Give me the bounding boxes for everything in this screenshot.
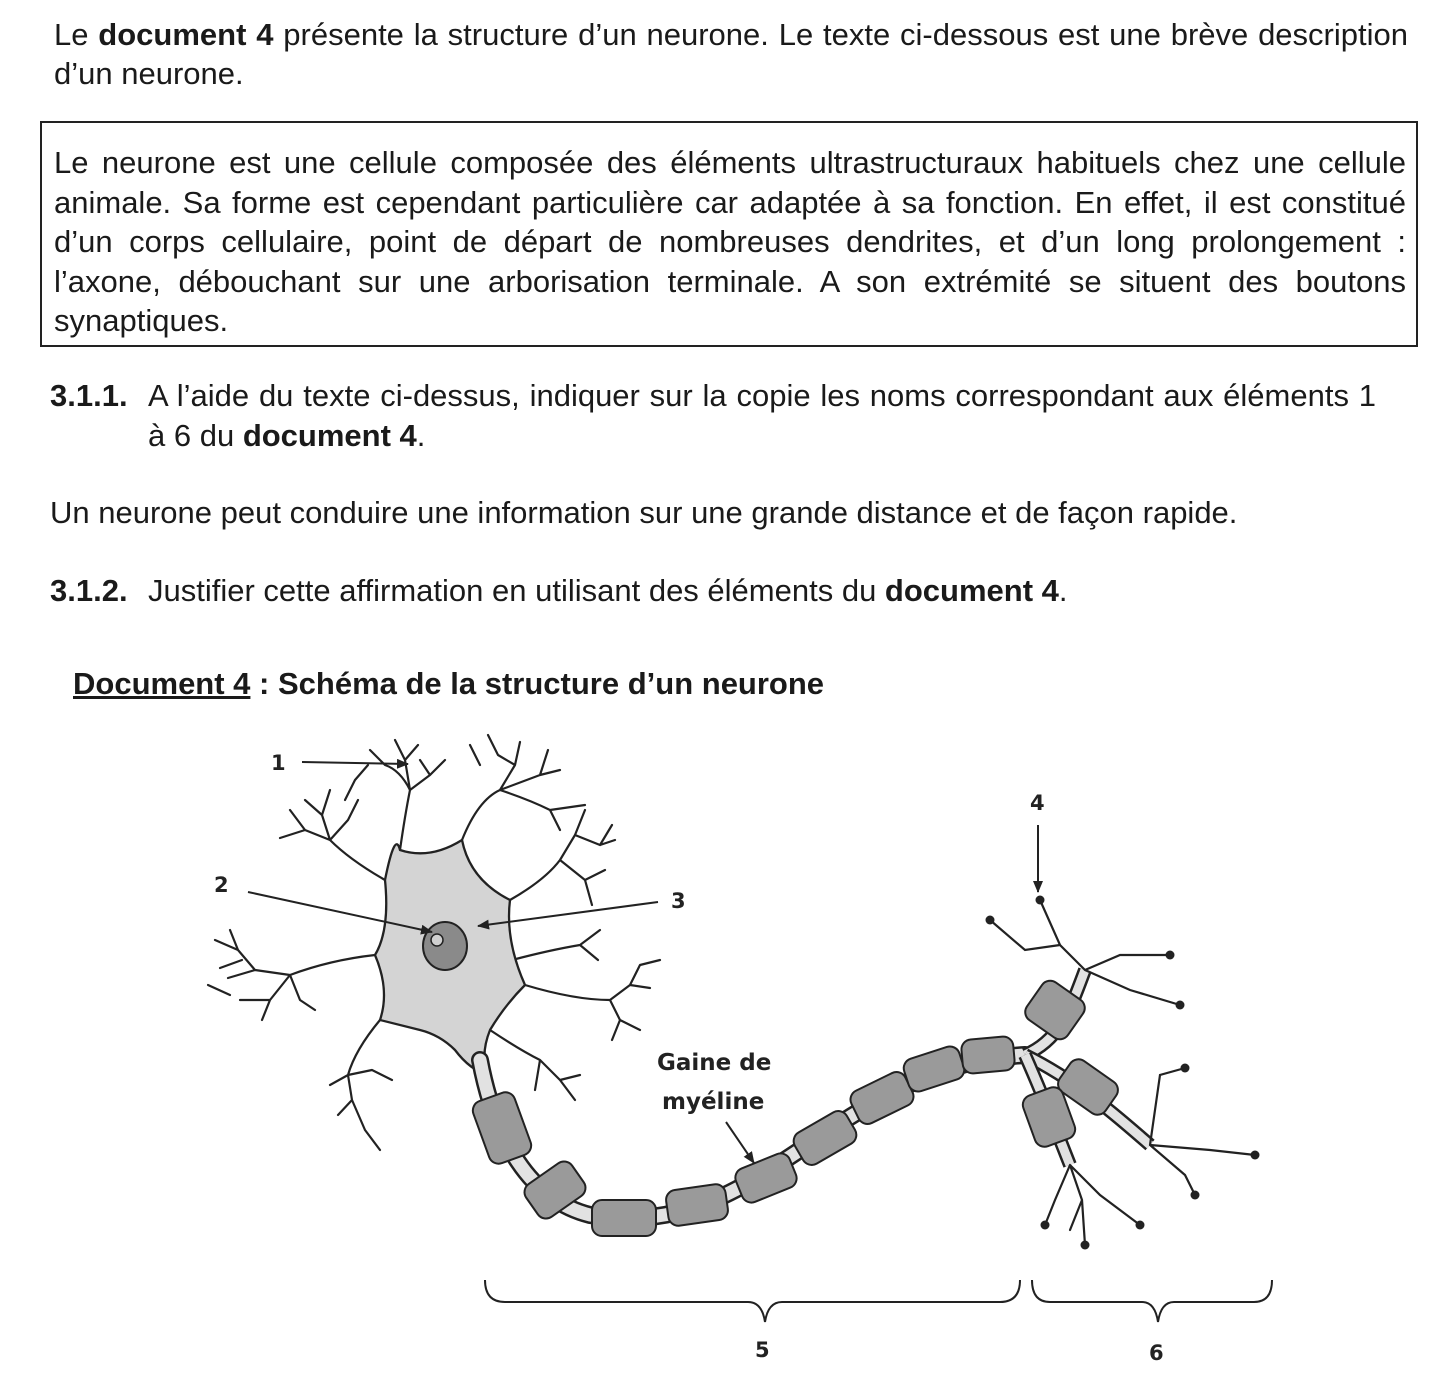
myelin-label-line2: myéline [662, 1089, 765, 1115]
nucleolus [431, 934, 443, 946]
question-number: 3.1.2. [50, 573, 128, 608]
label-2: 2 [214, 873, 229, 897]
braces [485, 1280, 1272, 1322]
question-2-doc-ref: document 4 [884, 573, 1059, 608]
question-number: 3.1.1. [50, 378, 128, 413]
question-2-body: Justifier cette affirmation en utilisant des éléments du [148, 573, 885, 608]
myelin-label-line1: Gaine de [657, 1050, 772, 1076]
label-5: 5 [755, 1338, 770, 1362]
label-3: 3 [671, 889, 686, 913]
statement: Un neurone peut conduire une information sur une grande distance et de façon rapide. [50, 495, 1238, 530]
document-title-label: Document 4 [73, 666, 251, 701]
label-1: 1 [271, 751, 286, 775]
document-title-rest: : Schéma de la structure d’un neurone [250, 666, 825, 701]
question-1-end: . [416, 418, 426, 453]
question-1-body: A l’aide du texte ci-dessus, indiquer sur la copie les noms correspondant aux éléments 1 à 6 du [148, 378, 1376, 453]
intro-doc-ref: document 4 [98, 17, 274, 52]
question-1-doc-ref: document 4 [242, 418, 417, 453]
nucleus [423, 922, 467, 970]
description-text: Le neurone est une cellule composée des éléments ultrastructuraux habituels chez une cellule animale. Sa forme est cependant particulière car adaptée à sa fonction. En effet, il est constitué d’un corps cellulaire, point de départ de nombreuses dendrites, et d’un long prolongement : l’axone, débouchant sur une arborisation terminale. A son extrémité se situent des boutons synaptiques. [54, 145, 1406, 338]
label-arrows [248, 762, 1038, 1163]
intro-prefix: Le [54, 17, 99, 52]
label-4: 4 [1030, 791, 1045, 815]
intro-suffix: présente la structure d’un neurone. Le texte ci-dessous est une brève description d’un neurone. [54, 17, 1408, 91]
question-2-end: . [1058, 573, 1068, 608]
label-6: 6 [1149, 1341, 1164, 1365]
myelin-sheath [470, 977, 1122, 1236]
